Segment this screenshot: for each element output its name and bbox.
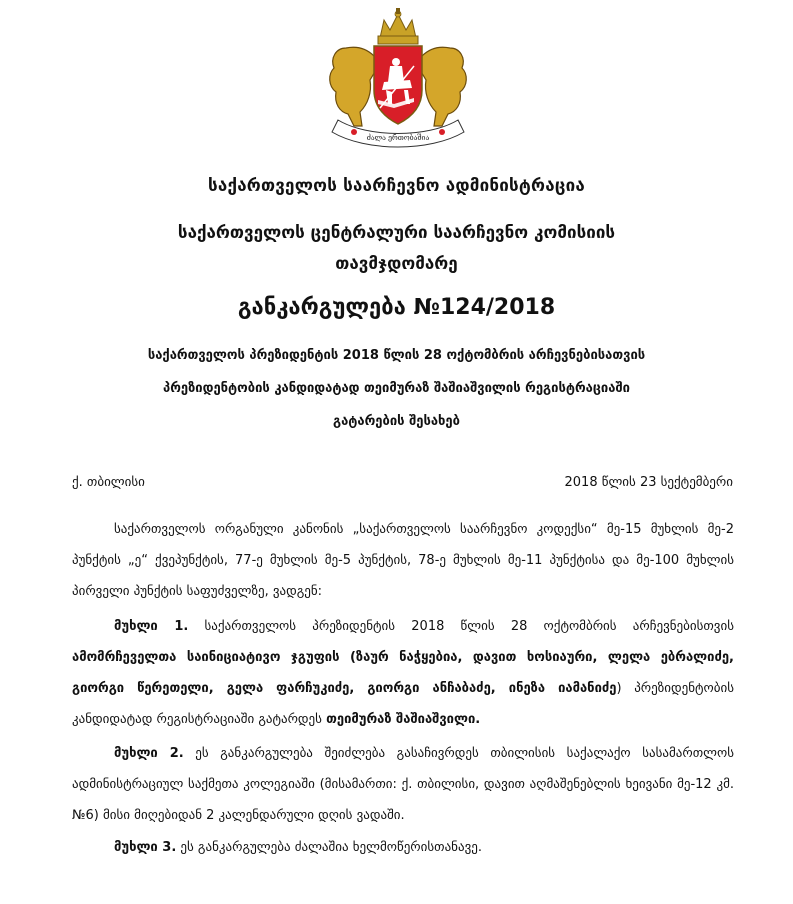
svg-text:ძალა ერთობაშია: ძალა ერთობაშია: [366, 134, 430, 142]
coat-of-arms-icon: [318, 8, 478, 153]
header-line-1: საქართველოს საარჩევნო ადმინისტრაცია: [208, 176, 585, 196]
subject-line-2: პრეზიდენტობის კანდიდატად თეიმურაზ შაშიაშვილის რეგისტრაციაში: [163, 381, 630, 396]
header-line-3: თავმჯდომარე: [335, 254, 458, 274]
article-3-text: ეს განკარგულება ძალაშია ხელმოწერისთანავე.: [176, 840, 482, 855]
subject-line-3: გატარების შესახებ: [333, 414, 460, 429]
crown-icon: [378, 8, 418, 44]
article-1-text-a: საქართველოს პრეზიდენტის 2018 წლის 28 ოქტომბრის არჩევნებისთვის: [188, 619, 734, 634]
article-1-text-b: ) პრეზიდენტობის კანდიდატად რეგისტრაციაში გატარდეს: [72, 681, 734, 727]
preamble: საქართველოს ორგანული კანონის „საქართველოს საარჩევნო კოდექსი“ მე-15 მუხლის მე-2 პუნქტის „ე“ ქვეპუნქტის, 77-ე მუხლის მე-5 პუნქტის, 78-ე მუხლის მე-11 პუნქტისა და მე-100 მუხლის პირველი პუნქტის საფუძველზე, ვადგენ:: [72, 522, 734, 599]
article-3-label: მუხლი 3.: [114, 840, 177, 855]
article-2-text: ეს განკარგულება შეიძლება გასაჩივრდეს თბილისის საქალაქო სასამართლოს ადმინისტრაციულ საქმეთა კოლეგიაში (მისამართი: ქ. თბილისი, დავით აღმაშენებლის ხეივანი მე-12 კმ. №6) მისი მიღებიდან 2 კალენდარული დღის ვადაში.: [72, 746, 735, 823]
article-1-candidate: თეიმურაზ შაშიაშვილი.: [326, 712, 481, 727]
decision-title: განკარგულება №124/2018: [237, 295, 556, 320]
article-1-label: მუხლი 1.: [114, 619, 189, 634]
right-lion-icon: [420, 47, 466, 126]
article-3: [72, 832, 734, 863]
article-2: [72, 738, 734, 831]
article-1: [72, 611, 734, 735]
article-2-label: მუხლი 2.: [114, 746, 184, 761]
header-line-2: საქართველოს ცენტრალური საარჩევნო კომისიის: [177, 223, 616, 243]
article-1-members: (ზაურ ნაჭყებია, დავით ხოსიაური, ლელა ებრალიძე, გიორგი წერეთელი, გელა ფარჩუკიძე, გიორგი ანჩაბაძე, ინეზა იამანიძე: [72, 650, 734, 696]
subject-line-1: საქართველოს პრეზიდენტის 2018 წლის 28 ოქტომბრის არჩევნებისათვის: [147, 348, 646, 363]
date: 2018 წლის 23 სექტემბერი: [564, 475, 733, 490]
left-lion-icon: [330, 47, 376, 126]
article-1-group: ამომრჩეველთა საინიციატივო ჯგუფის: [72, 650, 340, 665]
place: ქ. თბილისი: [72, 475, 145, 490]
